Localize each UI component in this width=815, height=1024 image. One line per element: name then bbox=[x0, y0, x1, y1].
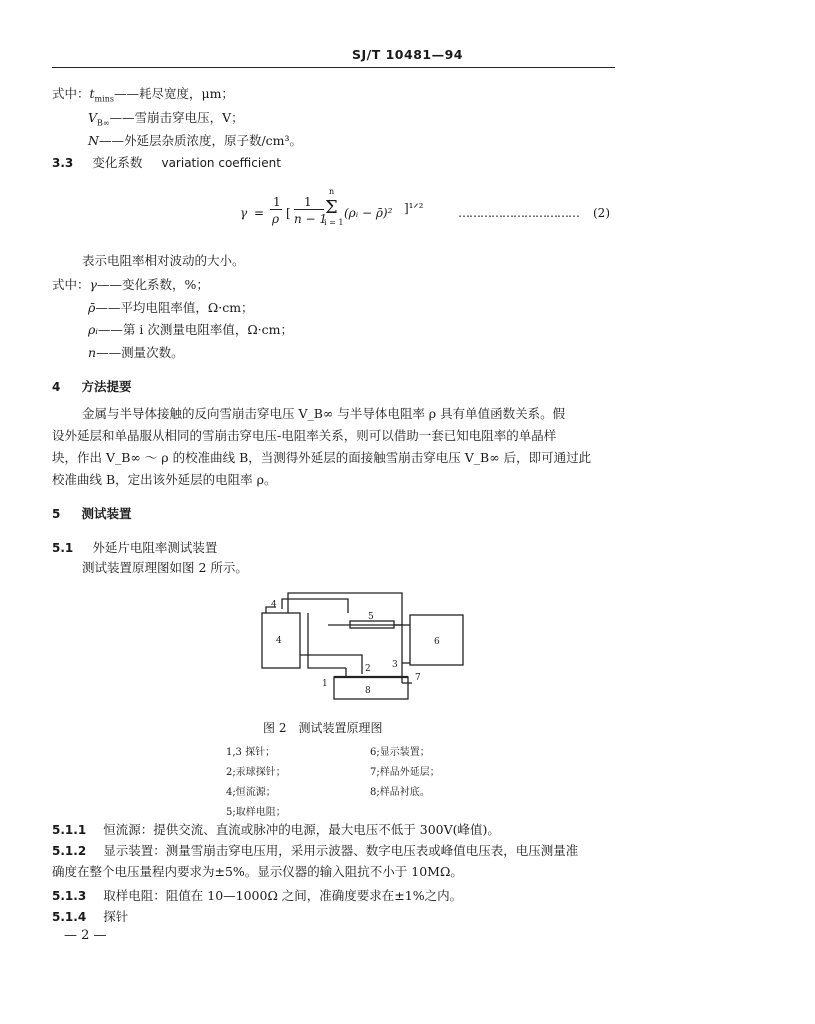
formula-sigma: Σ bbox=[325, 197, 338, 218]
fig-label-7: 7 bbox=[415, 673, 421, 683]
defs1-desc: ——雪崩击穿电压，V； bbox=[109, 110, 244, 125]
defs2-symbol: γ bbox=[89, 277, 97, 292]
sample-substrate bbox=[334, 677, 408, 699]
defs1-line-3 bbox=[88, 131, 302, 149]
defs1-subscript: mins bbox=[94, 94, 114, 104]
fig-label-5: 5 bbox=[368, 612, 374, 622]
section-text: 恒流源：提供交流、直流或脉冲的电源，最大电压不低于 300V(峰值)。 bbox=[103, 822, 500, 837]
defs1-desc: ——耗尽宽度，μm； bbox=[113, 86, 234, 101]
fig-label-1: 1 bbox=[322, 679, 328, 689]
legend-right-2: 7;样品外延层； bbox=[370, 767, 440, 778]
defs2-desc: ——平均电阻率值，Ω·cm； bbox=[95, 300, 254, 315]
fig-label-2: 2 bbox=[365, 664, 371, 674]
defs1-prefix: 式中： bbox=[52, 86, 90, 101]
section-3-3-heading bbox=[52, 152, 281, 171]
section-number: 5.1.3 bbox=[52, 889, 87, 903]
defs1-line-1 bbox=[52, 84, 234, 104]
defs1-symbol: N bbox=[88, 133, 99, 148]
header-rule bbox=[52, 67, 615, 68]
formula-equals: = bbox=[254, 206, 265, 220]
defs2-symbol: ρᵢ bbox=[88, 322, 98, 337]
section-5-heading bbox=[52, 503, 131, 522]
formula-frac-num: 1 bbox=[273, 195, 281, 209]
section-number: 4 bbox=[52, 380, 61, 394]
page-number: — 2 — bbox=[64, 928, 107, 943]
formula-body: (ρᵢ − ρ̄)² bbox=[344, 206, 393, 220]
defs2-desc: ——变化系数，%； bbox=[97, 277, 209, 292]
defs1-symbol: V bbox=[88, 110, 98, 125]
defs1-desc: ——外延层杂质浓度，原子数/cm³。 bbox=[98, 133, 303, 148]
defs2-line-1 bbox=[52, 275, 209, 293]
defs2-line-2 bbox=[88, 298, 254, 316]
section-text: 探针 bbox=[103, 909, 129, 924]
wire-source-4-to-resistor bbox=[282, 599, 348, 613]
formula-frac-bar bbox=[270, 209, 282, 210]
legend-right-3: 8;样品衬底。 bbox=[370, 787, 430, 798]
formula-frac-den: ρ bbox=[272, 212, 280, 226]
legend-left-3: 4;恒流源； bbox=[226, 787, 276, 798]
defs2-desc: ——第 i 次测量电阻率值，Ω·cm； bbox=[97, 322, 294, 337]
section-text: 显示装置：测量雪崩击穿电压用，采用示波器、数字电压表或峰值电压表，电压测量准 bbox=[103, 843, 579, 858]
sec4-line-3: 块，作出 V_B∞ ～ ρ 的校准曲线 B，当测得外延层的面接触雪崩击穿电压 V_B∞ 后，即可通过此 bbox=[52, 450, 592, 465]
sec51-text: 测试装置原理图如图 2 所示。 bbox=[82, 560, 248, 575]
section-5-1-3 bbox=[52, 885, 462, 904]
fig-label-4: 4 bbox=[276, 636, 282, 646]
defs1-symbol: t bbox=[89, 86, 95, 101]
section-5-1-4 bbox=[52, 906, 128, 925]
legend-left-4: 5;取样电阻； bbox=[226, 807, 286, 818]
defs1-subscript: B∞ bbox=[97, 118, 110, 128]
formula-inner-bar bbox=[294, 209, 324, 210]
section-number: 5 bbox=[52, 507, 61, 521]
section-5-1-1 bbox=[52, 819, 500, 838]
wire-source-to-mercury-probe bbox=[300, 655, 362, 674]
section-title: 外延片电阻率测试装置 bbox=[92, 540, 218, 555]
defs2-line-4 bbox=[88, 343, 184, 361]
section-number: 5.1.1 bbox=[52, 823, 87, 837]
defs2-symbol: n bbox=[88, 345, 97, 360]
section-4-heading bbox=[52, 376, 131, 395]
section-title-en: variation coefficient bbox=[161, 156, 281, 170]
formula-2 bbox=[240, 187, 620, 233]
section-5-1-2 bbox=[52, 840, 578, 859]
formula-inner-den: n − 1 bbox=[294, 212, 328, 226]
section-title: 变化系数 bbox=[92, 155, 143, 170]
standard-code-header: SJ/T 10481—94 bbox=[352, 47, 463, 62]
section-number: 5.1 bbox=[52, 541, 74, 555]
legend-right-1: 6;显示装置； bbox=[370, 747, 430, 758]
fig-label-4-top: 4 bbox=[271, 600, 277, 610]
formula-bracket: [ bbox=[286, 206, 291, 220]
section-number: 5.1.2 bbox=[52, 844, 87, 858]
section-number: 3.3 bbox=[52, 156, 74, 170]
formula-inner-num: 1 bbox=[304, 195, 312, 209]
sec4-line-2: 设外延层和单晶服从相同的雪崩击穿电压-电阻率关系，则可以借助一套已知电阻率的单晶样 bbox=[52, 428, 557, 443]
wire-return bbox=[308, 613, 346, 668]
formula-gamma: γ bbox=[240, 206, 248, 220]
legend-left-2: 2;汞球探针； bbox=[226, 767, 286, 778]
formula-equation-number: (2) bbox=[593, 206, 610, 220]
sec512-line-2: 确度在整个电压量程内要求为±5%。显示仪器的输入阻抗不小于 10MΩ。 bbox=[52, 864, 463, 879]
defs2-line-3 bbox=[88, 320, 293, 338]
defs2-symbol: ρ̄ bbox=[88, 300, 96, 315]
defs2-prefix: 式中： bbox=[52, 277, 90, 292]
sec4-line-4: 校准曲线 B，定出该外延层的电阻率 ρ。 bbox=[52, 472, 277, 487]
fig-label-6: 6 bbox=[434, 637, 440, 647]
wire-top-to-probe-3 bbox=[288, 593, 402, 683]
sec4-line-1: 金属与半导体接触的反向雪崩击穿电压 V_B∞ 与半导体电阻率 ρ 具有单值函数关系。假 bbox=[82, 406, 566, 421]
formula-note: 表示电阻率相对波动的大小。 bbox=[82, 253, 245, 268]
section-number: 5.1.4 bbox=[52, 910, 87, 924]
fig-label-8: 8 bbox=[365, 686, 371, 696]
formula-power: ]¹ᐟ² bbox=[404, 201, 424, 215]
figure-2-schematic bbox=[252, 585, 482, 710]
section-5-1-heading bbox=[52, 537, 217, 556]
figure-caption: 图 2 测试装置原理图 bbox=[263, 721, 383, 735]
defs1-line-2 bbox=[88, 108, 244, 128]
formula-sum-lower: i = 1 bbox=[324, 218, 344, 227]
formula-sum-upper: n bbox=[329, 187, 335, 196]
formula-leader-dots: …………………………… bbox=[458, 206, 579, 220]
section-title: 方法提要 bbox=[81, 379, 132, 394]
section-title: 测试装置 bbox=[81, 506, 132, 521]
fig-label-3: 3 bbox=[392, 660, 398, 670]
defs2-desc: ——测量次数。 bbox=[96, 345, 184, 360]
section-text: 取样电阻：阻值在 10—1000Ω 之间，准确度要求在±1%之内。 bbox=[103, 888, 463, 903]
legend-left-1: 1,3 探针； bbox=[226, 747, 276, 758]
